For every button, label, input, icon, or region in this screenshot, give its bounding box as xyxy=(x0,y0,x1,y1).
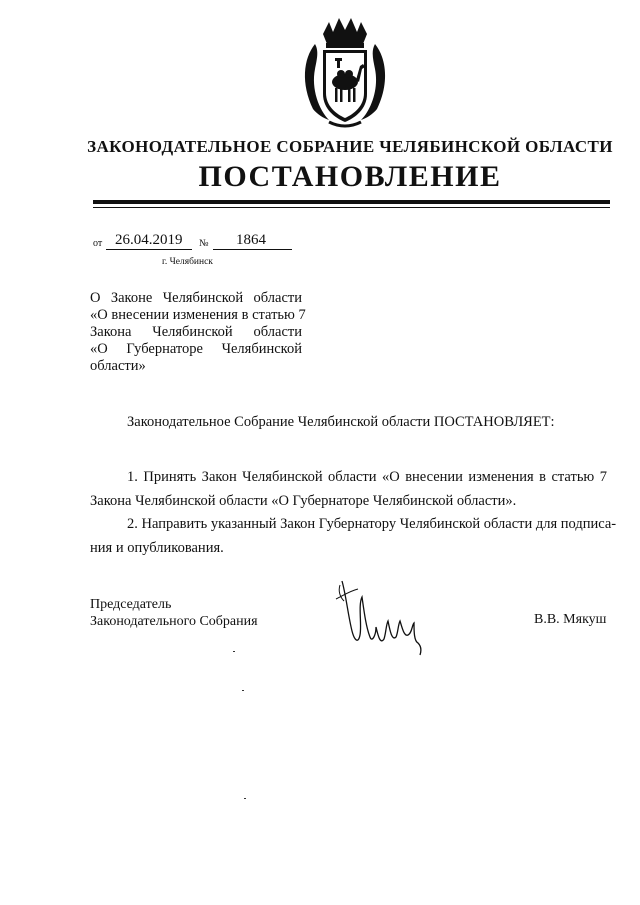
item-line: 1. Принять Закон Челябинской области «О внесении изменения в статью 7 xyxy=(127,469,607,485)
subject-line: «О Губернаторе Челябинской xyxy=(90,341,302,357)
item-line: 2. Направить указанный Закон Губернатору Челябинской области для подписа- xyxy=(127,516,617,532)
document-date: 26.04.2019 xyxy=(115,232,183,248)
resolution-item-2 xyxy=(90,512,617,560)
number-prefix: № xyxy=(199,238,209,249)
item-line: ния и опубликования. xyxy=(90,540,224,556)
scan-speck xyxy=(242,690,244,691)
scan-speck xyxy=(233,651,235,652)
subject-block xyxy=(90,290,306,375)
header-rule-thin xyxy=(93,207,610,208)
subject-line: Закона Челябинской области xyxy=(90,324,302,340)
subject-line: области» xyxy=(90,358,146,374)
document-number: 1864 xyxy=(236,232,266,248)
date-prefix: от xyxy=(93,238,103,249)
subject-line: О Законе Челябинской области xyxy=(90,290,302,306)
organization-title: ЗАКОНОДАТЕЛЬНОЕ СОБРАНИЕ ЧЕЛЯБИНСКОЙ ОБЛАСТИ xyxy=(87,137,613,156)
city-label: г. Челябинск xyxy=(162,257,213,267)
header-rule-thick xyxy=(93,200,610,204)
chairman-name: В.В. Мякуш xyxy=(534,612,607,627)
handwritten-signature-icon xyxy=(328,575,428,665)
document-type-title: ПОСТАНОВЛЕНИЕ xyxy=(198,160,502,193)
scan-speck xyxy=(244,798,246,799)
coat-of-arms-icon xyxy=(293,14,397,132)
item-line: Закона Челябинской области «О Губернаторе Челябинской области». xyxy=(90,493,517,509)
chairman-title: Председатель Законодательного Собрания xyxy=(90,597,258,629)
subject-line: «О внесении изменения в статью 7 xyxy=(90,307,306,323)
preamble: Законодательное Собрание Челябинской области ПОСТАНОВЛЯЕТ: xyxy=(127,414,555,430)
resolution-item-1 xyxy=(90,465,607,513)
